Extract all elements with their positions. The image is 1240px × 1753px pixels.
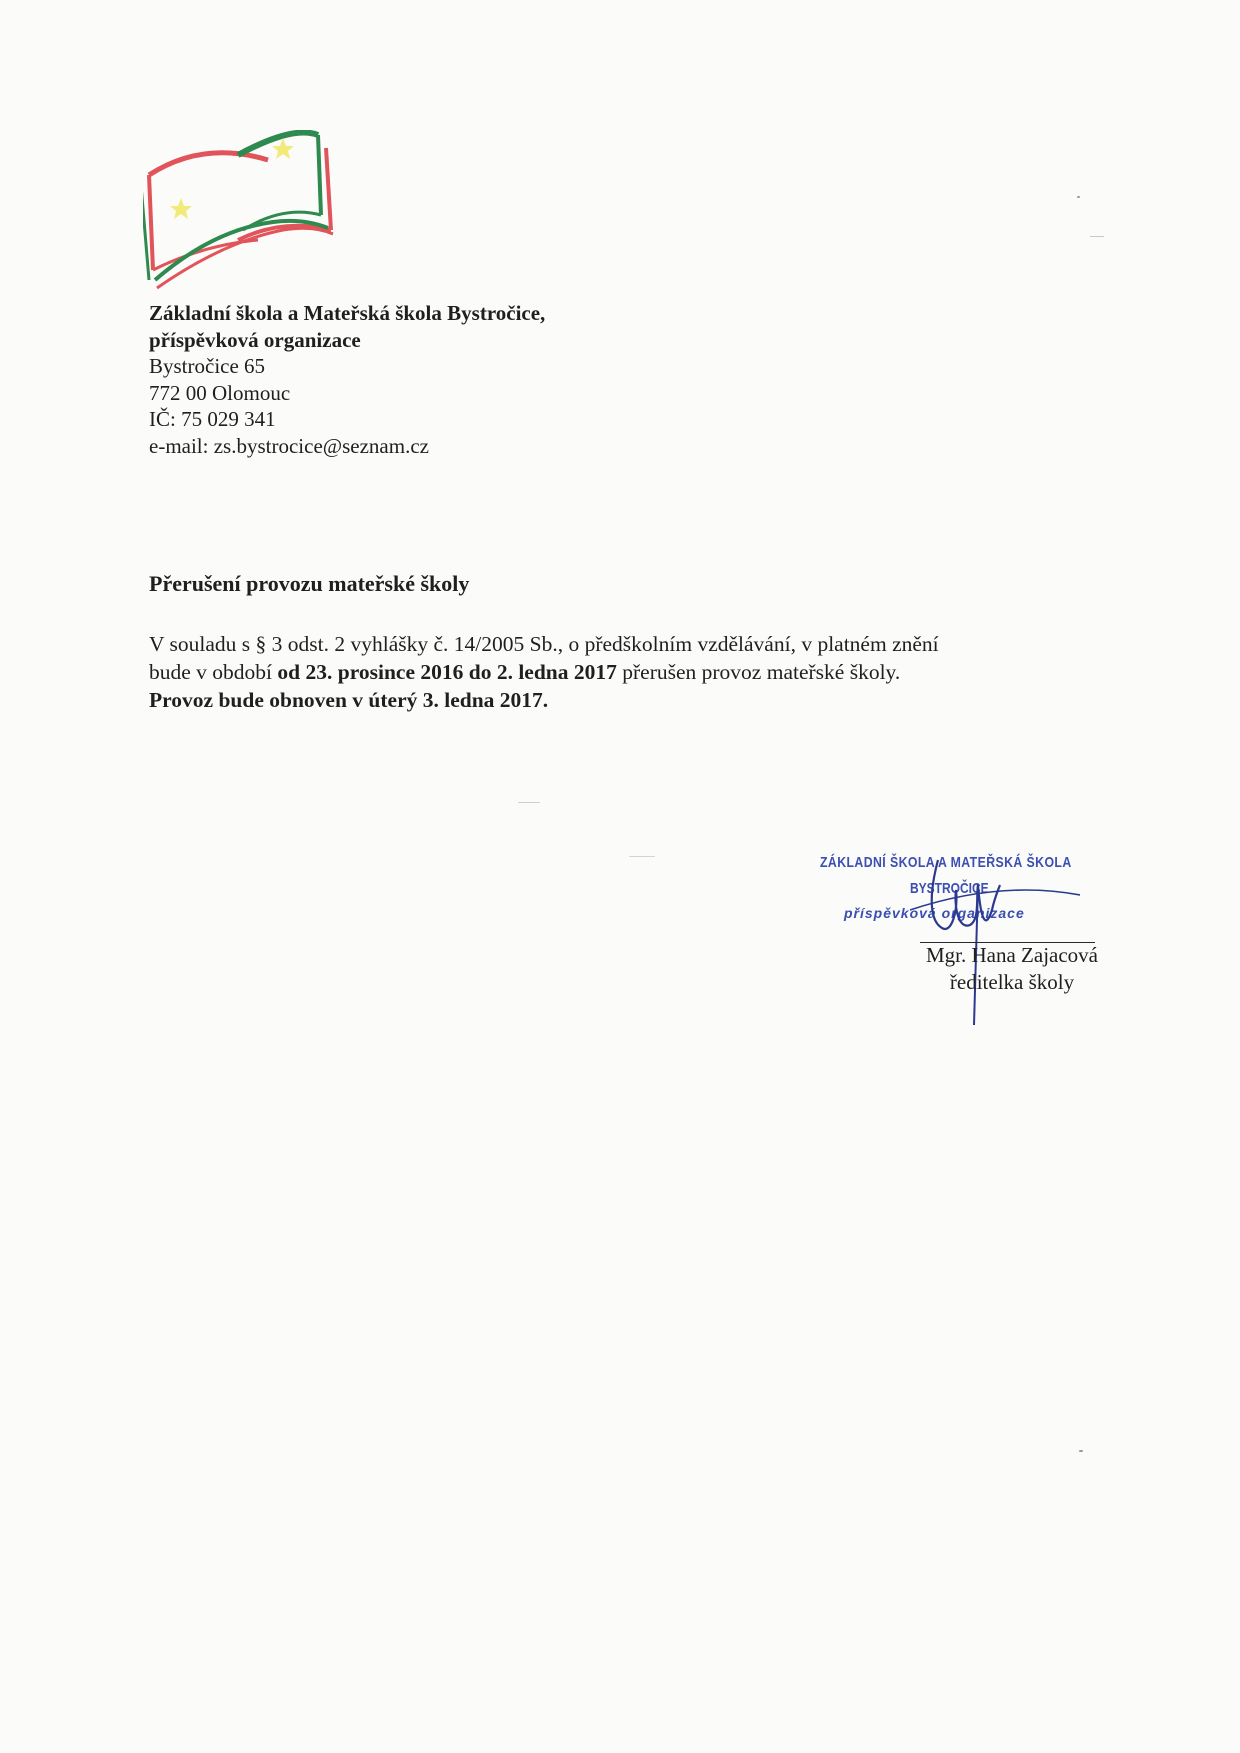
letterhead [149, 300, 545, 459]
notice-line-3 [149, 686, 1069, 714]
scan-speck [629, 856, 655, 857]
stamp-line-2: BYSTROČICE [910, 880, 989, 897]
company-id: IČ: 75 029 341 [149, 407, 276, 431]
city-address: 772 00 Olomouc [149, 380, 291, 405]
star-icon [170, 198, 192, 219]
school-name: Základní škola a Mateřská škola Bystročice, [149, 301, 546, 325]
stamp-line-3: příspěvková organizace [844, 905, 1025, 921]
street-address: Bystročice 65 [149, 354, 266, 378]
notice-line-2-post: přerušen provoz mateřské školy. [616, 660, 901, 684]
notice-line-2 [149, 658, 1069, 686]
signer-block [882, 942, 1142, 996]
scan-speck [518, 802, 540, 803]
notice-heading: Přerušení provozu mateřské školy [149, 571, 470, 596]
scan-speck [1077, 196, 1080, 198]
school-logo-open-book [143, 130, 375, 295]
stamp-line-1: ZÁKLADNÍ ŠKOLA A MATEŘSKÁ ŠKOLA [820, 854, 1072, 871]
org-type: příspěvková organizace [149, 327, 361, 352]
notice-line-2-pre: bude v období [149, 660, 278, 684]
notice-closure-period: od 23. prosince 2016 do 2. ledna 2017 [277, 660, 617, 684]
email-address: e-mail: zs.bystrocice@seznam.cz [149, 433, 429, 458]
signer-name: Mgr. Hana Zajacová [925, 943, 1098, 967]
scan-speck [1090, 236, 1104, 237]
signer-title: ředitelka školy [949, 970, 1075, 994]
handwritten-signature [880, 850, 1080, 1030]
scan-speck [1079, 1450, 1083, 1452]
notice-reopening: Provoz bude obnoven v úterý 3. ledna 2017. [149, 688, 549, 712]
notice-line-1: V souladu s § 3 odst. 2 vyhlášky č. 14/2005 Sb., o předškolním vzdělávání, v platném znění [149, 632, 939, 656]
notice-body [149, 630, 1069, 714]
